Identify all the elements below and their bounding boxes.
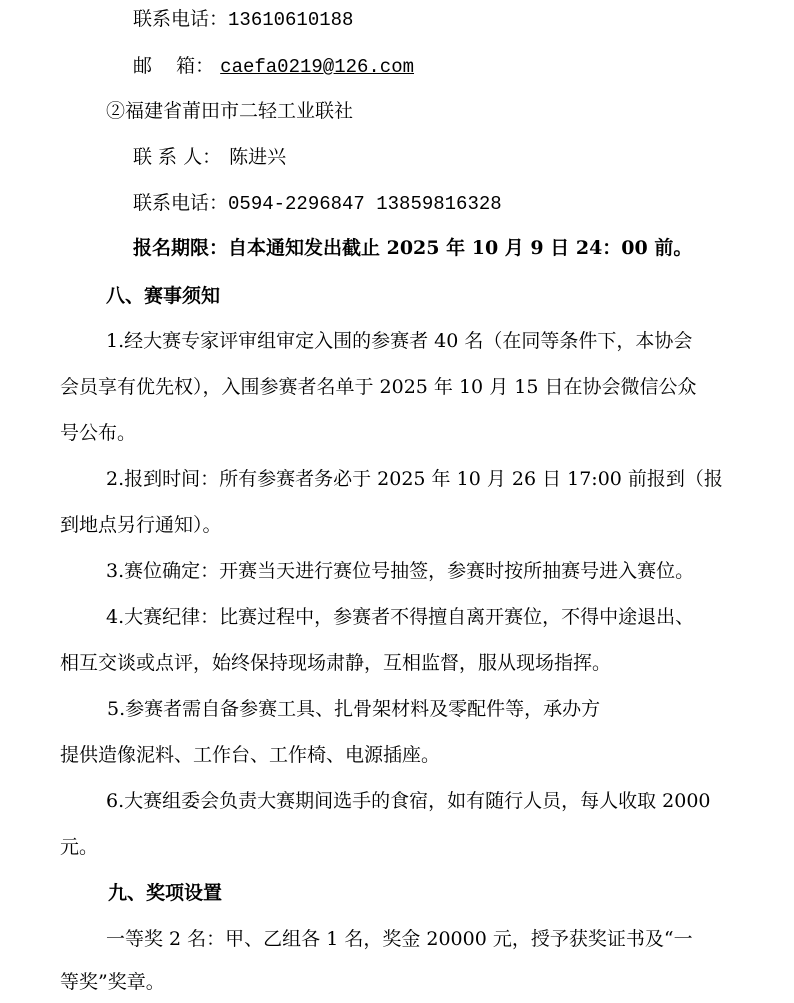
contact2-person-line [133,145,286,169]
contact2-phone-line [133,191,502,216]
section8-heading: 八、赛事须知 [106,285,221,307]
section8-item5-line1: 5.参赛者需自备参赛工具、扎骨架材料及零配件等，承办方 [107,698,601,720]
section8-item4-line1: 4.大赛纪律：比赛过程中，参赛者不得擅自离开赛位，不得中途退出、 [106,606,695,628]
section8-item6-line1: 6.大赛组委会负责大赛期间选手的食宿，如有随行人员，每人收取 2000 [106,790,711,812]
section8-item6-line2: 元。 [60,836,99,858]
section9-heading: 九、奖项设置 [108,882,223,904]
contact1-email-line [133,54,414,79]
contact1-phone-value: 13610610188 [228,9,354,31]
contact2-phone-value: 0594-2296847 13859816328 [228,193,502,215]
section8-item5-line2: 提供造像泥料、工作台、工作椅、电源插座。 [60,744,441,766]
section8-item1-line3: 号公布。 [60,422,137,444]
registration-deadline: 报名期限：自本通知发出截止 2025 年 10 月 9 日 24：00 前。 [133,237,693,259]
section9-prize1-line1: 一等奖 2 名：甲、乙组各 1 名，奖金 20000 元，授予获奖证书及“一 [106,928,693,950]
section8-item1-line2: 会员享有优先权），入围参赛者名单于 2025 年 10 月 15 日在协会微信公众 [60,376,697,398]
section8-item2-line1: 2.报到时间：所有参赛者务必于 2025 年 10 月 26 日 17:00 前报到（报 [106,468,723,490]
contact1-phone-line [133,7,353,32]
section8-item2-line2: 到地点另行通知）。 [60,514,222,536]
section8-item3-line1: 3.赛位确定：开赛当天进行赛位号抽签，参赛时按所抽赛号进入赛位。 [106,560,695,582]
section9-prize1-line2: 等奖”奖章。 [60,971,165,993]
contact1-email-link[interactable]: caefa0219@126.com [220,56,415,78]
contact2-phone-label: 联系电话： [133,192,229,214]
contact2-person-label: 联 系 人： [133,146,222,168]
contact2-org: ②福建省莆田市二轻工业联社 [106,100,354,122]
section8-item4-line2: 相互交谈或点评，始终保持现场肃静，互相监督，服从现场指挥。 [60,652,612,674]
section8-item1-line1: 1.经大赛专家评审组审定入围的参赛者 40 名（在同等条件下，本协会 [106,330,693,352]
contact1-email-label: 邮 箱： [133,55,215,77]
contact1-phone-label: 联系电话： [133,8,229,30]
contact2-person-value: 陈进兴 [229,146,287,168]
